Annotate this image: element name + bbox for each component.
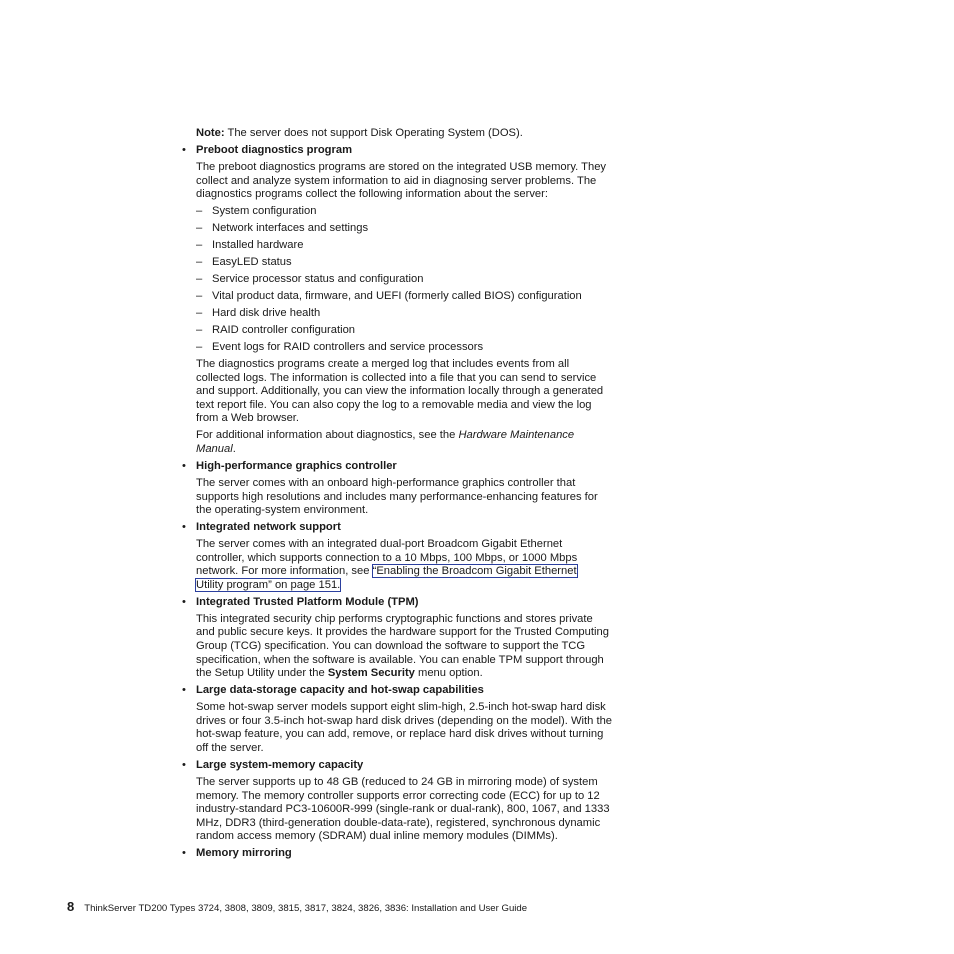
memory-text: The server supports up to 48 GB (reduced to 24 GB in mirroring mode) of system memory. The memory controller supports error correcting code (ECC) for up to 12 industry-standard PC3-10600R-999 (single-rank or dual-rank), 800, 1067, and 1333 MHz, DDR3 (third-generation double-data-rate), registered, synchronous dynamic random access memory (SDRAM) dual inline memory modules (DIMMs). xyxy=(196,775,610,843)
list-item-text: EasyLED status xyxy=(212,256,292,269)
bullet-mirroring-heading xyxy=(182,847,612,861)
link-text-line2[interactable]: Utility program” on page 151 xyxy=(196,578,338,591)
page-number: 8 xyxy=(67,899,75,914)
list-item-text: Event logs for RAID controllers and service processors xyxy=(212,341,484,354)
list-item-text: Vital product data, firmware, and UEFI (formerly called BIOS) configuration xyxy=(212,290,582,303)
list-item xyxy=(182,290,612,304)
section-heading: Large data-storage capacity and hot-swap capabilities xyxy=(196,684,484,697)
bullet-icon: • xyxy=(182,143,186,156)
list-item xyxy=(182,324,612,338)
preboot-para2: The diagnostics programs create a merged log that includes events from all collected logs. The information is collected into a file that you can send to service and support. Additionally, you can view the information locally through a generated text report file. You can also copy the log to a removable media and view the log from a Web browser. xyxy=(196,358,604,425)
para-text[interactable]: . xyxy=(337,578,341,591)
list-item-text: System configuration xyxy=(212,205,317,218)
dash-icon: – xyxy=(196,290,203,303)
note-paragraph xyxy=(182,127,612,141)
dash-icon: – xyxy=(196,273,203,286)
tpm-text xyxy=(182,613,612,681)
network-text xyxy=(182,538,612,592)
bullet-icon: • xyxy=(182,758,186,771)
bullet-graphics-heading xyxy=(182,460,612,474)
bullet-icon: • xyxy=(182,521,186,534)
page-body xyxy=(182,127,612,864)
para-text: menu option. xyxy=(414,667,483,680)
graphics-text: The server comes with an onboard high-performance graphics controller that supports high resolutions and includes many performance-enhancing features for the operating-system environment. xyxy=(196,476,598,517)
list-item-text: Hard disk drive health xyxy=(212,307,321,320)
list-item-text: Service processor status and configuration xyxy=(212,273,424,286)
dash-icon: – xyxy=(196,222,203,235)
footer-text: ThinkServer TD200 Types 3724, 3808, 3809, 3815, 3817, 3824, 3826, 3836: Installation and User Guide xyxy=(84,903,528,914)
list-item-text: RAID controller configuration xyxy=(212,324,356,337)
dash-icon: – xyxy=(196,256,203,269)
bullet-icon: • xyxy=(182,459,186,472)
bullet-storage-heading xyxy=(182,684,612,698)
section-heading: Large system-memory capacity xyxy=(196,758,364,771)
dash-icon: – xyxy=(196,239,203,252)
section-heading: High-performance graphics controller xyxy=(196,459,397,472)
link-text-line1[interactable]: “Enabling the Broadcom Gigabit Ethernet xyxy=(372,565,577,578)
bullet-tpm-heading xyxy=(182,596,612,610)
list-item-text: Network interfaces and settings xyxy=(212,222,369,235)
note-label: Note: xyxy=(196,127,225,139)
bullet-icon: • xyxy=(182,595,186,608)
page-footer xyxy=(67,900,527,916)
menu-name: System Security xyxy=(327,667,415,680)
list-item xyxy=(182,273,612,287)
section-heading: Integrated network support xyxy=(196,521,341,534)
preboot-intro: The preboot diagnostics programs are stored on the integrated USB memory. They collect and analyze system information to aid in diagnosing server problems. The diagnostics programs collect the following information about the server: xyxy=(196,160,607,201)
storage-text: Some hot-swap server models support eight slim-high, 2.5-inch hot-swap hard disk drives or four 3.5-inch hot-swap hard disk drives (depending on the model). With the hot-swap feature, you can add, remove, or replace hard disk drives without turning off the server. xyxy=(196,701,613,754)
list-item xyxy=(182,205,612,219)
dash-icon: – xyxy=(196,205,203,218)
bullet-network-heading xyxy=(182,521,612,535)
list-item xyxy=(182,222,612,236)
section-heading: Memory mirroring xyxy=(196,847,292,860)
list-item xyxy=(182,256,612,270)
list-item xyxy=(182,341,612,355)
bullet-memory-heading xyxy=(182,759,612,773)
para-text: . xyxy=(232,442,236,455)
list-item-text: Installed hardware xyxy=(212,239,304,252)
dash-icon: – xyxy=(196,341,203,354)
para-text: For additional information about diagnostics, see the xyxy=(196,429,459,442)
list-item xyxy=(182,239,612,253)
preboot-para3 xyxy=(182,429,612,456)
dash-icon: – xyxy=(196,324,203,337)
para-text: This integrated security chip performs cryptographic functions and stores private and public secure keys. It provides the hardware support for the Trusted Computing Group (TCG) specification. You can download the software to support the TCG specification, when the software is available. You can enable TPM support through the Setup Utility under the xyxy=(196,612,609,680)
bullet-icon: • xyxy=(182,847,186,860)
section-heading: Integrated Trusted Platform Module (TPM) xyxy=(196,595,419,608)
section-heading: Preboot diagnostics program xyxy=(196,143,353,156)
bullet-preboot-heading xyxy=(182,144,612,158)
list-item xyxy=(182,307,612,321)
para-text: The server comes with an integrated dual-port Broadcom Gigabit Ethernet controller, which supports connection to a 10 Mbps, 100 Mbps, or 1000 Mbps network. For more information, see xyxy=(196,538,578,578)
manual-title: Hardware Maintenance Manual xyxy=(196,429,575,455)
bullet-icon: • xyxy=(182,684,186,697)
dash-icon: – xyxy=(196,307,203,320)
note-text: The server does not support Disk Operating System (DOS). xyxy=(224,127,523,139)
